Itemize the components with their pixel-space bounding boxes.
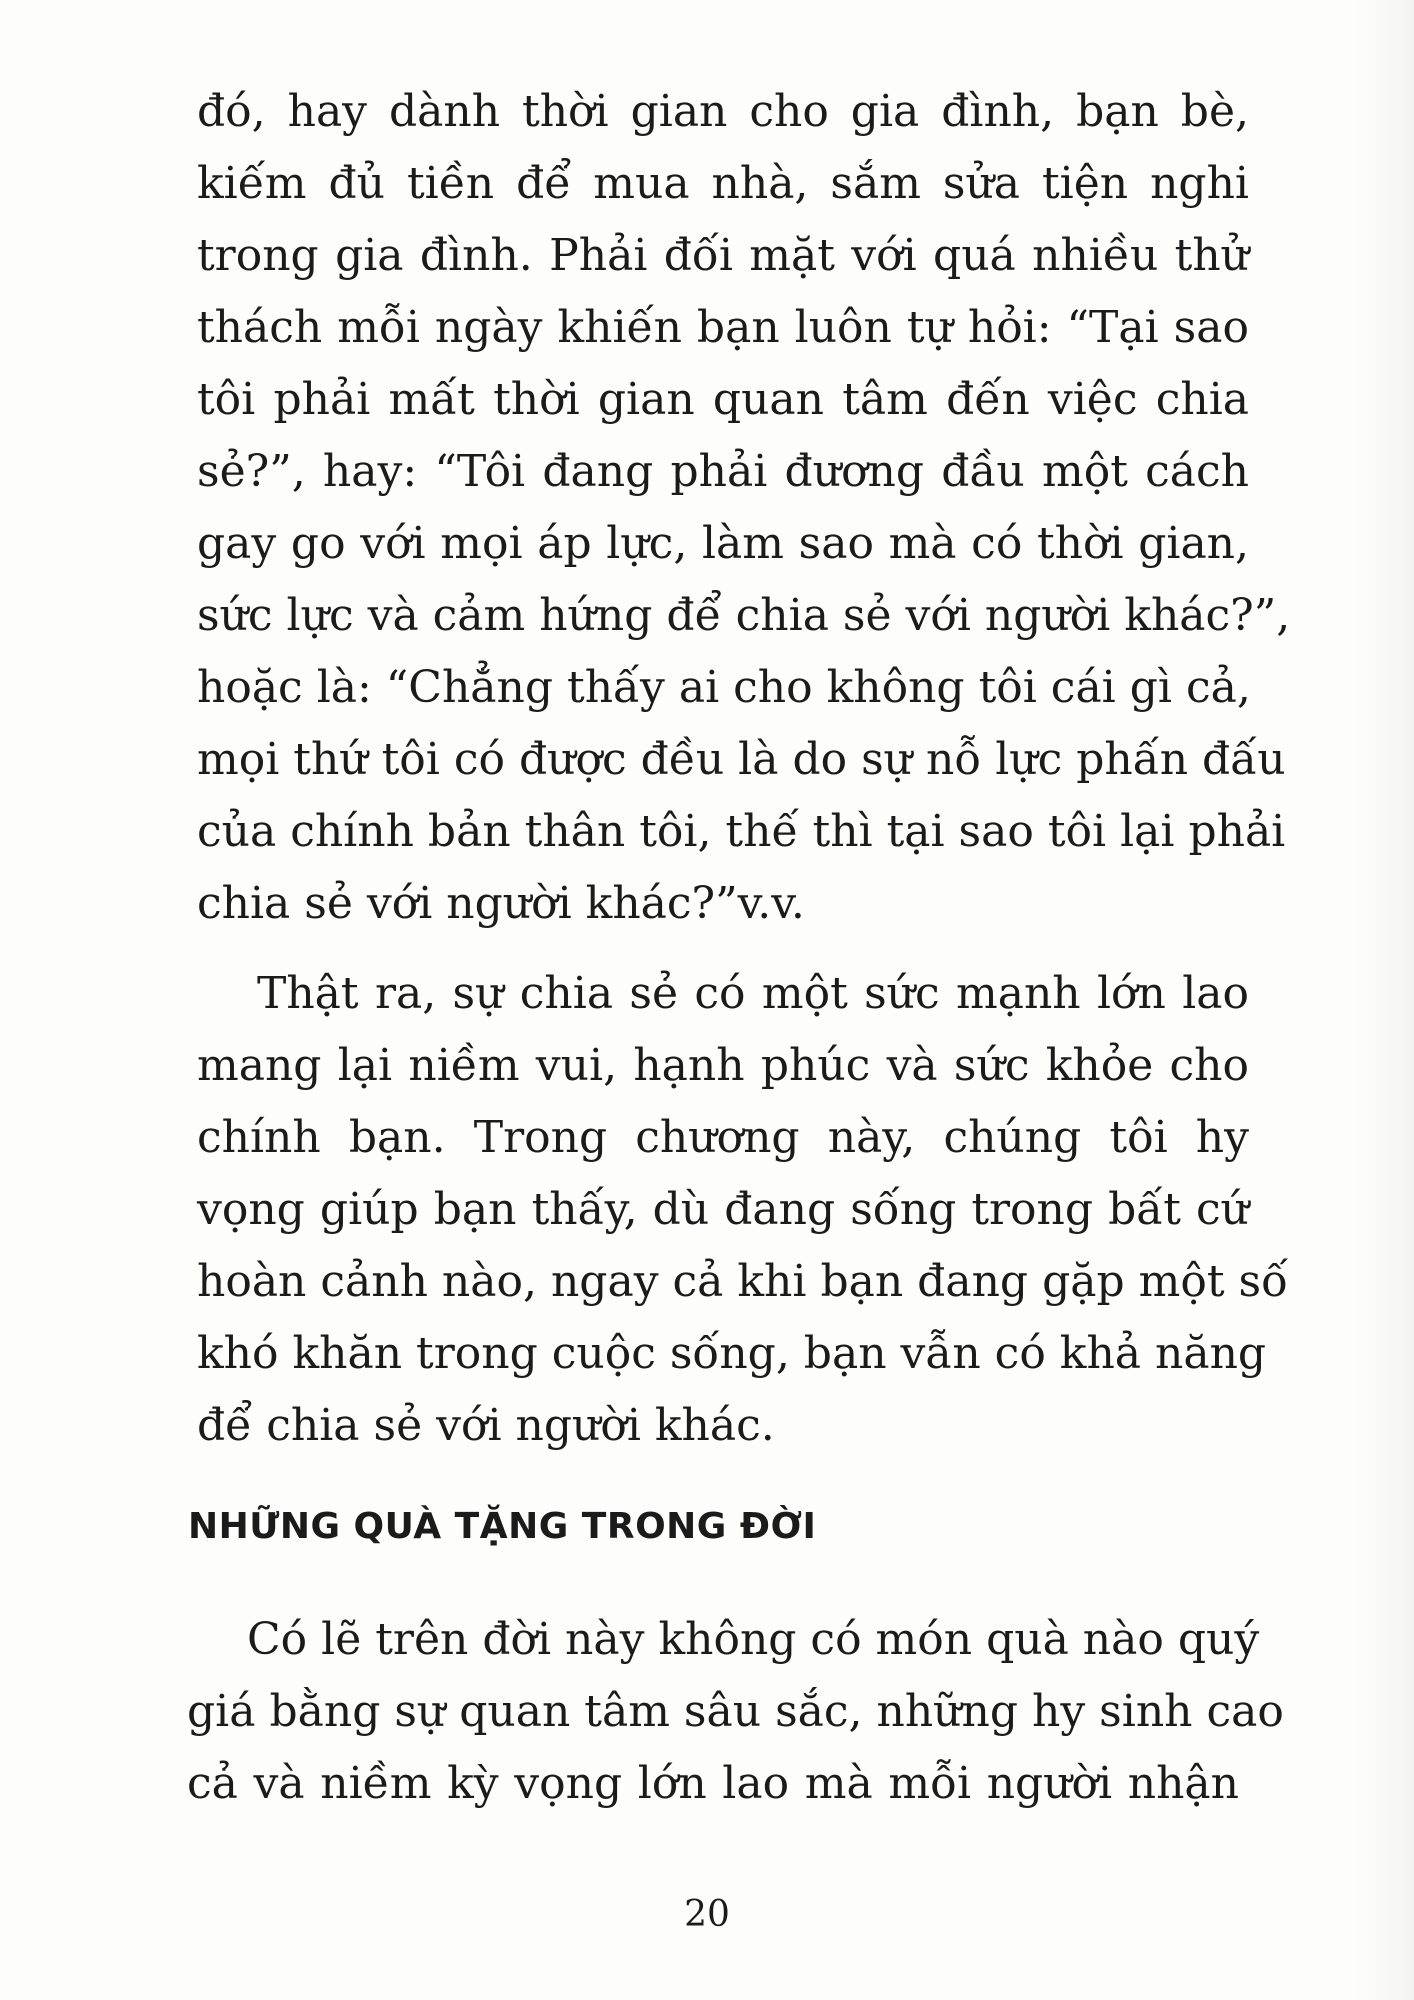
paragraph-2 <box>197 958 1288 1462</box>
page-number: 20 <box>684 1894 730 1935</box>
text-line: của chính bản thân tôi, thế thì tại sao tôi lại phải <box>197 806 1286 857</box>
text-line: mọi thứ tôi có được đều là do sự nỗ lực phấn đấu <box>197 734 1286 785</box>
text-line: chính bạn. Trong chương này, chúng tôi hy <box>197 1112 1249 1163</box>
paragraph-3 <box>187 1604 1284 1820</box>
section-heading: NHỮNG QUÀ TẶNG TRONG ĐỜI <box>188 1506 817 1547</box>
text-line: hoặc là: “Chẳng thấy ai cho không tôi cái gì cả, <box>197 662 1251 713</box>
text-line: kiếm đủ tiền để mua nhà, sắm sửa tiện nghi <box>197 158 1249 209</box>
text-line: trong gia đình. Phải đối mặt với quá nhiều thử <box>197 230 1249 281</box>
page-edge-shadow <box>1354 0 1414 2000</box>
text-line: sẻ?”, hay: “Tôi đang phải đương đầu một cách <box>197 446 1249 497</box>
text-line: giá bằng sự quan tâm sâu sắc, những hy sinh cao <box>187 1686 1284 1737</box>
text-line: Có lẽ trên đời này không có món quà nào quý <box>247 1614 1260 1665</box>
text-line: vọng giúp bạn thấy, dù đang sống trong bất cứ <box>197 1184 1249 1235</box>
text-line: chia sẻ với người khác?”v.v. <box>197 878 805 929</box>
text-line: khó khăn trong cuộc sống, bạn vẫn có khả năng <box>197 1328 1267 1379</box>
text-line: Thật ra, sự chia sẻ có một sức mạnh lớn lao <box>257 968 1249 1019</box>
text-line: cả và niềm kỳ vọng lớn lao mà mỗi người nhận <box>187 1758 1239 1809</box>
text-line: sức lực và cảm hứng để chia sẻ với người khác?”, <box>197 590 1291 641</box>
text-line: hoàn cảnh nào, ngay cả khi bạn đang gặp một số <box>197 1256 1288 1307</box>
text-line: thách mỗi ngày khiến bạn luôn tự hỏi: “Tại sao <box>197 302 1249 353</box>
text-line: gay go với mọi áp lực, làm sao mà có thời gian, <box>197 518 1249 569</box>
text-line: đó, hay dành thời gian cho gia đình, bạn bè, <box>197 86 1249 137</box>
paragraph-1 <box>197 76 1291 940</box>
text-line: mang lại niềm vui, hạnh phúc và sức khỏe cho <box>197 1040 1249 1091</box>
text-line: tôi phải mất thời gian quan tâm đến việc chia <box>197 374 1249 425</box>
text-line: để chia sẻ với người khác. <box>197 1400 775 1451</box>
